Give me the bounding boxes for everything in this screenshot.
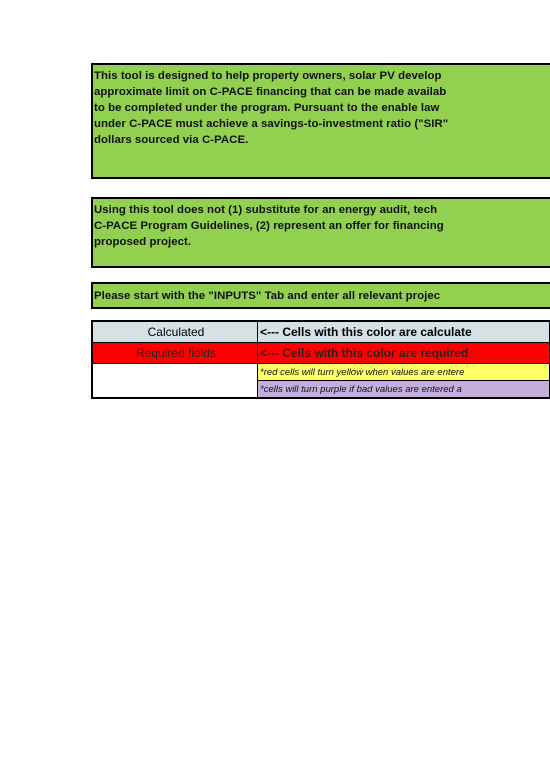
purple-note-cell: *cells will turn purple if bad values are entered a xyxy=(258,381,550,399)
start-instruction-box xyxy=(91,282,550,309)
intro-line: dollars sourced via C-PACE. xyxy=(94,134,249,146)
disclaimer-line: C-PACE Program Guidelines, (2) represent an offer for financing xyxy=(94,220,444,232)
color-legend-table xyxy=(91,320,550,399)
yellow-note-cell: *red cells will turn yellow when values are entere xyxy=(258,364,550,381)
blank-note-cell xyxy=(92,364,258,399)
start-instruction-text: Please start with the "INPUTS" Tab and enter all relevant projec xyxy=(94,290,441,302)
legend-row-yellow-note xyxy=(92,364,550,381)
disclaimer-text-box xyxy=(91,197,550,268)
intro-line: to be completed under the program. Pursuant to the enable law xyxy=(94,102,440,114)
disclaimer-paragraph xyxy=(93,199,550,250)
required-swatch-cell: Required fields xyxy=(92,343,258,364)
intro-line: under C-PACE must achieve a savings-to-investment ratio ("SIR" xyxy=(94,118,449,130)
disclaimer-line: Using this tool does not (1) substitute for an energy audit, tech xyxy=(94,204,438,216)
intro-text-box xyxy=(91,63,550,179)
calculated-description-cell: <--- Cells with this color are calculate xyxy=(258,321,550,343)
calculated-swatch-cell: Calculated xyxy=(92,321,258,343)
legend-row-calculated xyxy=(92,321,550,343)
required-description-cell: <--- Cells with this color are required xyxy=(258,343,550,364)
intro-paragraph xyxy=(93,65,550,148)
legend-row-required xyxy=(92,343,550,364)
intro-line: approximate limit on C-PACE financing that can be made availab xyxy=(94,86,447,98)
disclaimer-line: proposed project. xyxy=(94,236,192,248)
intro-line: This tool is designed to help property owners, solar PV develop xyxy=(94,70,442,82)
